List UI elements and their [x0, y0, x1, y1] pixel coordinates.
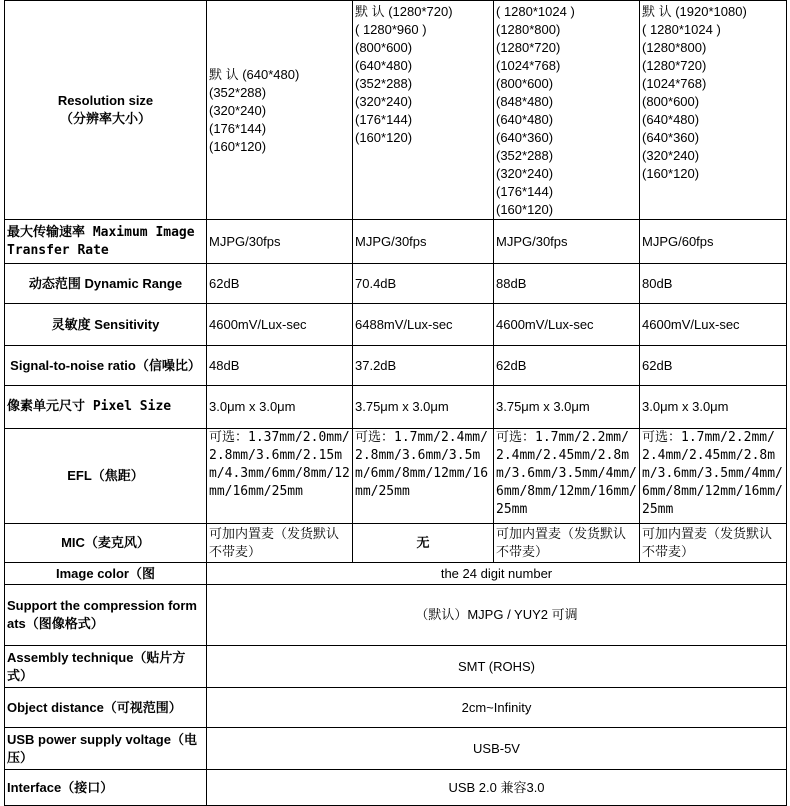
assembly-value: SMT (ROHS) [207, 646, 787, 688]
resolution-item: (800*600) [496, 76, 554, 91]
pixel-size-value: 3.0μm x 3.0μm [207, 386, 353, 429]
compression-value: （默认）MJPG / YUY2 可调 [207, 585, 787, 646]
resolution-item: (160*120) [642, 166, 700, 181]
resolution-item: (352*288) [355, 76, 413, 91]
mic-value: 无 [353, 524, 494, 563]
resolution-item: (640*480) [642, 112, 700, 127]
resolution-item: (1280*720) [496, 40, 561, 55]
sensitivity-value: 6488mV/Lux-sec [353, 304, 494, 346]
assembly-label: Assembly technique（贴片方式） [5, 646, 207, 688]
resolution-item: (1280*800) [642, 40, 707, 55]
usb-voltage-label: USB power supply voltage（电压） [5, 728, 207, 770]
resolution-label-cn: （分辨率大小） [59, 111, 151, 126]
resolution-item: (320*240) [209, 103, 267, 118]
efl-value: 可选：1.37mm/2.0mm/2.8mm/3.6mm/2.15mm/4.3mm/6mm/8mm/12mm/16mm/25mm [207, 429, 353, 524]
resolution-label [5, 1, 207, 220]
resolution-item: (160*120) [355, 130, 413, 145]
usb-voltage-value: USB-5V [207, 728, 787, 770]
mic-label: MIC（麦克风） [5, 524, 207, 563]
transfer-rate-label: 最大传输速率 Maximum Image Transfer Rate [5, 220, 207, 264]
snr-value: 37.2dB [353, 346, 494, 386]
pixel-size-value: 3.75μm x 3.0μm [494, 386, 640, 429]
resolution-item: 默 认 (640*480) [209, 67, 300, 82]
snr-row [5, 346, 787, 386]
snr-value: 62dB [494, 346, 640, 386]
resolution-label-en: Resolution size [57, 93, 154, 108]
snr-label: Signal-to-noise ratio（信噪比） [5, 346, 207, 386]
resolution-item: (1024*768) [642, 76, 707, 91]
compression-row [5, 585, 787, 646]
resolution-col-4 [640, 1, 787, 220]
resolution-col-3 [494, 1, 640, 220]
resolution-item: 默 认 (1920*1080) [642, 4, 747, 19]
image-color-value: the 24 digit number [207, 563, 787, 585]
dynamic-range-row [5, 264, 787, 304]
resolution-col-2 [353, 1, 494, 220]
object-distance-value: 2cm~Infinity [207, 688, 787, 728]
compression-label: Support the compression formats（图像格式） [5, 585, 207, 646]
mic-value: 可加内置麦（发货默认不带麦） [207, 524, 353, 563]
dynamic-range-value: 62dB [207, 264, 353, 304]
resolution-col-1 [207, 1, 353, 220]
image-color-row [5, 563, 787, 585]
transfer-rate-value: MJPG/30fps [353, 220, 494, 264]
efl-row [5, 429, 787, 524]
usb-voltage-row [5, 728, 787, 770]
resolution-row [5, 1, 787, 220]
resolution-item: (320*240) [355, 94, 413, 109]
resolution-item: (640*360) [496, 130, 554, 145]
resolution-item: (320*240) [642, 148, 700, 163]
resolution-item: (640*360) [642, 130, 700, 145]
pixel-size-row [5, 386, 787, 429]
assembly-row [5, 646, 787, 688]
interface-value: USB 2.0 兼容3.0 [207, 770, 787, 806]
dynamic-range-value: 80dB [640, 264, 787, 304]
resolution-item: (640*480) [496, 112, 554, 127]
resolution-item: (176*144) [355, 112, 413, 127]
resolution-item: (160*120) [496, 202, 554, 217]
resolution-item: (800*600) [642, 94, 700, 109]
transfer-rate-value: MJPG/30fps [207, 220, 353, 264]
efl-value: 可选：1.7mm/2.4mm/2.8mm/3.6mm/3.5mm/6mm/8mm/12mm/16mm/25mm [353, 429, 494, 524]
resolution-item: (848*480) [496, 94, 554, 109]
sensitivity-value: 4600mV/Lux-sec [640, 304, 787, 346]
resolution-item: (176*144) [496, 184, 554, 199]
efl-value: 可选：1.7mm/2.2mm/2.4mm/2.45mm/2.8mm/3.6mm/3.5mm/4mm/6mm/8mm/12mm/16mm/25mm [640, 429, 787, 524]
object-distance-row [5, 688, 787, 728]
transfer-rate-value: MJPG/30fps [494, 220, 640, 264]
interface-row [5, 770, 787, 806]
image-color-label: Image color（图 [5, 563, 207, 585]
dynamic-range-value: 70.4dB [353, 264, 494, 304]
resolution-item: (640*480) [355, 58, 413, 73]
snr-value: 62dB [640, 346, 787, 386]
resolution-item: (176*144) [209, 121, 267, 136]
snr-value: 48dB [207, 346, 353, 386]
dynamic-range-value: 88dB [494, 264, 640, 304]
dynamic-range-label: 动态范围 Dynamic Range [5, 264, 207, 304]
sensitivity-row [5, 304, 787, 346]
mic-value: 可加内置麦（发货默认不带麦） [640, 524, 787, 563]
resolution-item: (352*288) [209, 85, 267, 100]
spec-table [4, 0, 787, 806]
resolution-item: (320*240) [496, 166, 554, 181]
pixel-size-label: 像素单元尺寸 Pixel Size [5, 386, 207, 429]
pixel-size-value: 3.75μm x 3.0μm [353, 386, 494, 429]
sensitivity-label: 灵敏度 Sensitivity [5, 304, 207, 346]
resolution-item: ( 1280*960 ) [355, 22, 427, 37]
efl-value: 可选：1.7mm/2.2mm/2.4mm/2.45mm/2.8mm/3.6mm/3.5mm/4mm/6mm/8mm/12mm/16mm/25mm [494, 429, 640, 524]
pixel-size-value: 3.0μm x 3.0μm [640, 386, 787, 429]
mic-row [5, 524, 787, 563]
resolution-item: ( 1280*1024 ) [642, 22, 721, 37]
transfer-rate-value: MJPG/60fps [640, 220, 787, 264]
efl-label: EFL（焦距） [5, 429, 207, 524]
resolution-item: (1024*768) [496, 58, 561, 73]
interface-label: Interface（接口） [5, 770, 207, 806]
sensitivity-value: 4600mV/Lux-sec [207, 304, 353, 346]
transfer-rate-row [5, 220, 787, 264]
resolution-item: (800*600) [355, 40, 413, 55]
resolution-item: (1280*720) [642, 58, 707, 73]
resolution-item: (1280*800) [496, 22, 561, 37]
resolution-item: 默 认 (1280*720) [355, 4, 453, 19]
mic-value: 可加内置麦（发货默认不带麦） [494, 524, 640, 563]
resolution-item: (352*288) [496, 148, 554, 163]
object-distance-label: Object distance（可视范围） [5, 688, 207, 728]
sensitivity-value: 4600mV/Lux-sec [494, 304, 640, 346]
resolution-item: ( 1280*1024 ) [496, 4, 575, 19]
resolution-item: (160*120) [209, 139, 267, 154]
